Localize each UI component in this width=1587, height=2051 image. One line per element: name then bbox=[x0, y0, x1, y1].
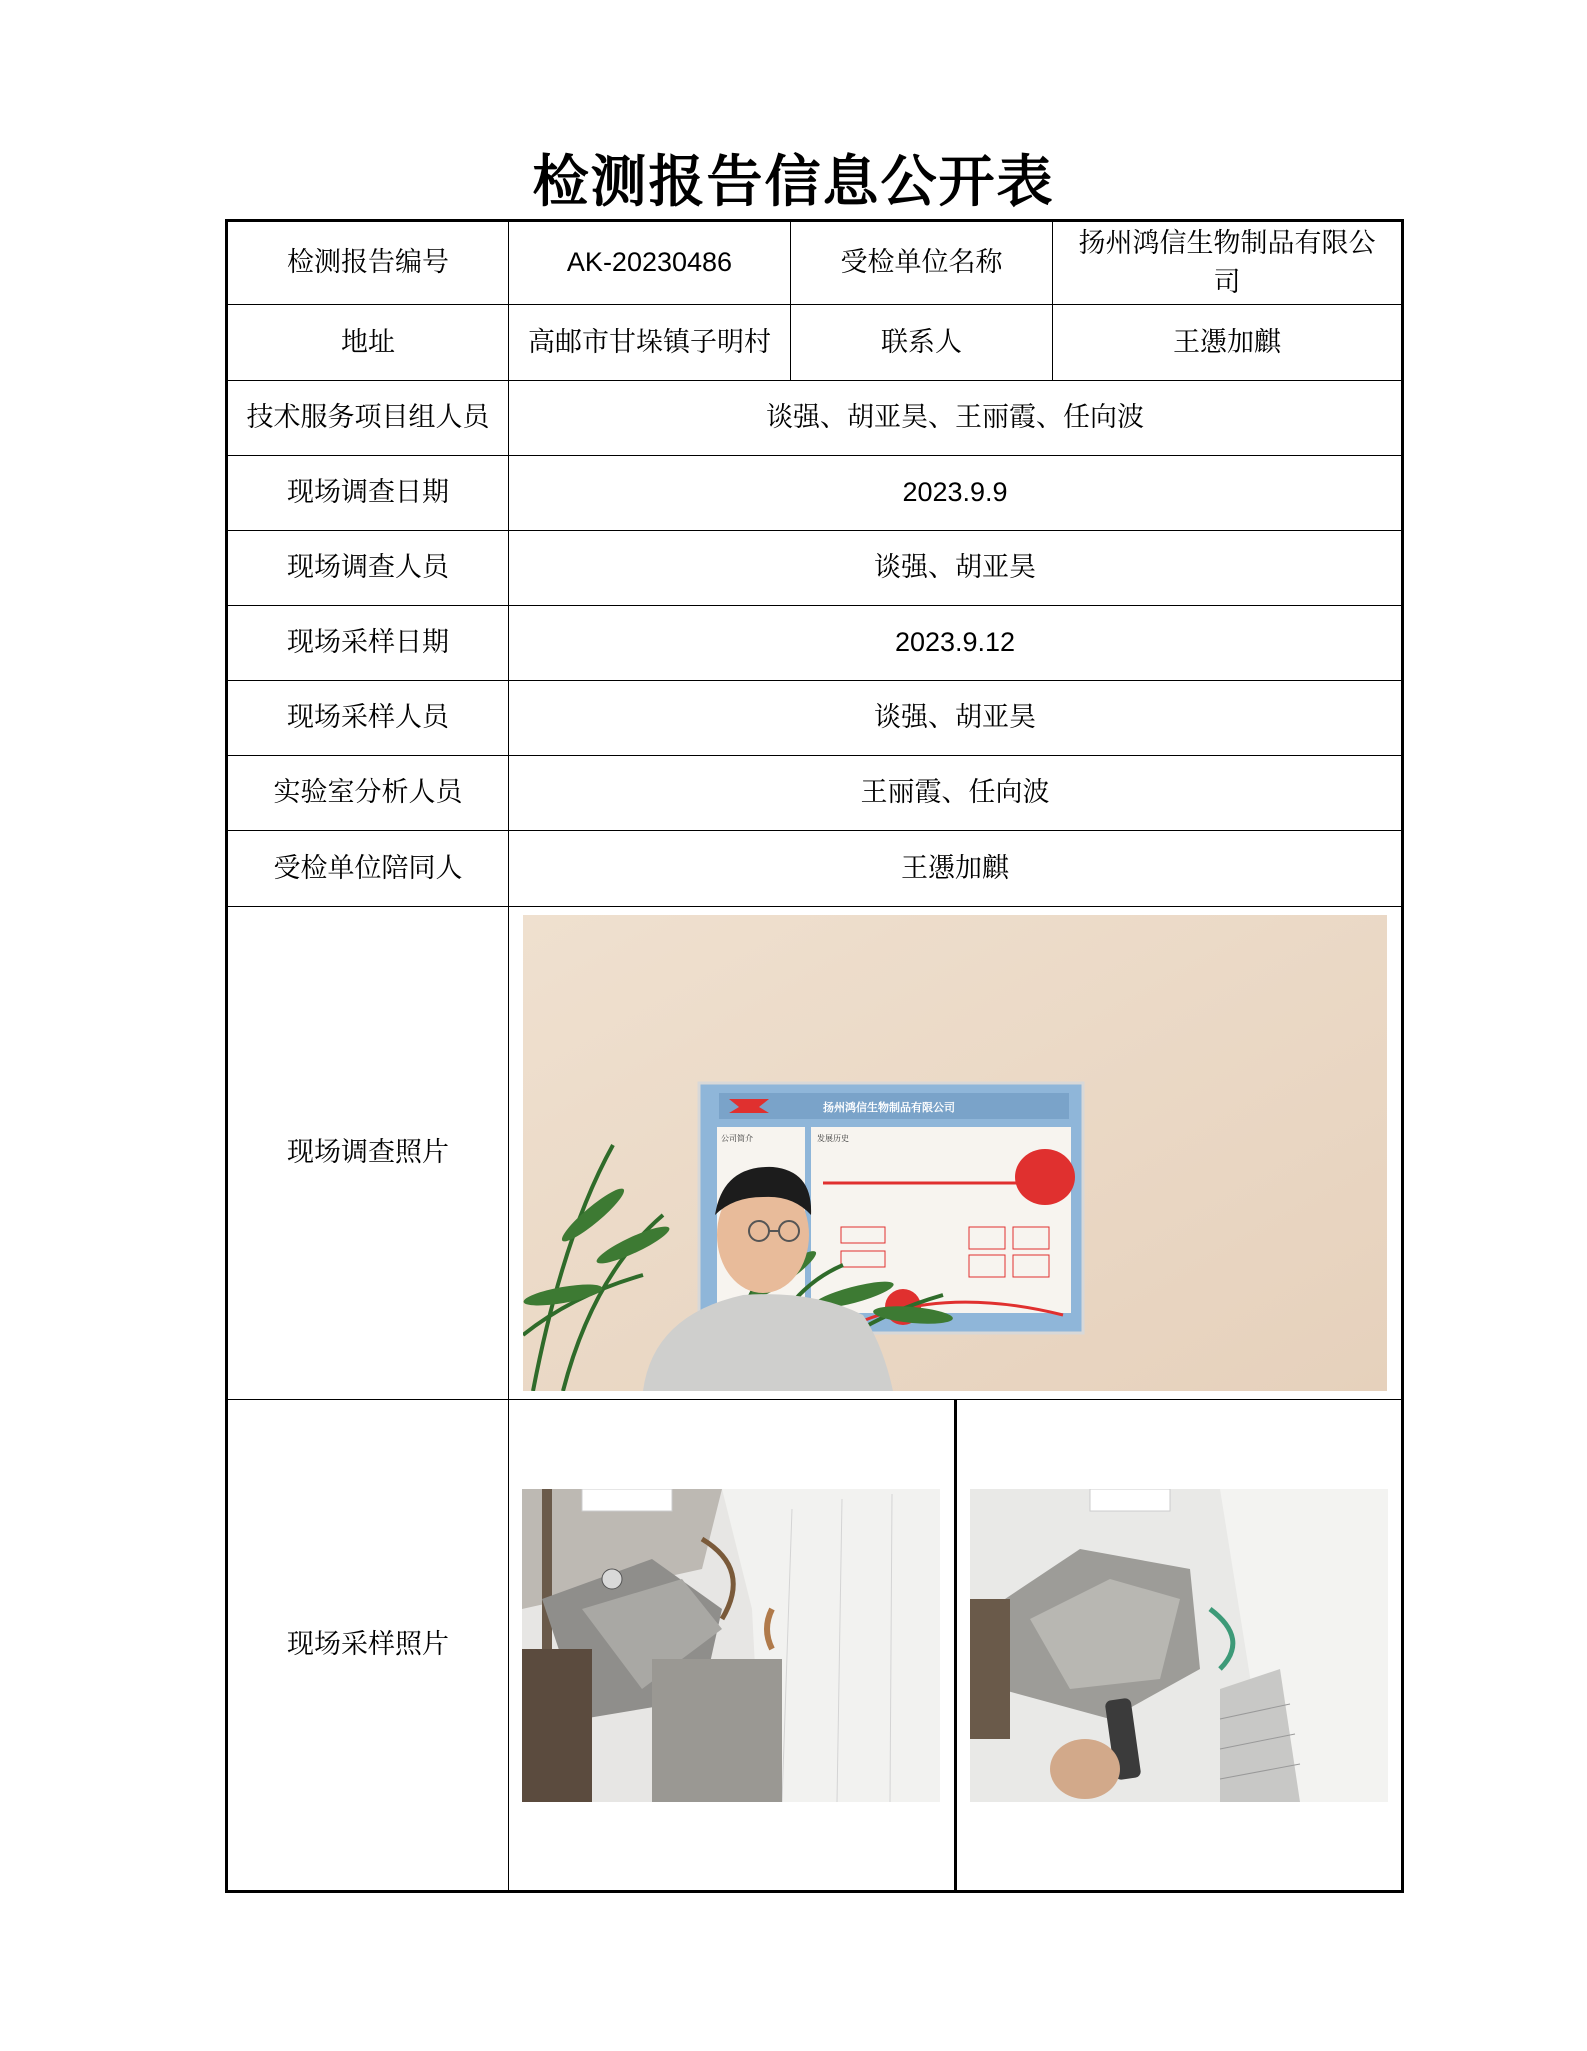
team-value: 谈强、胡亚昊、王丽霞、任向波 bbox=[509, 381, 1403, 456]
survey-photo-label: 现场调查照片 bbox=[227, 907, 509, 1400]
board-subheading-left: 公司简介 bbox=[721, 1134, 753, 1143]
table-row bbox=[227, 381, 1403, 456]
sampling-staff-value: 谈强、胡亚昊 bbox=[509, 681, 1403, 756]
page-title: 检测报告信息公开表 bbox=[532, 150, 1055, 215]
table-row bbox=[227, 606, 1403, 681]
sampling-date-label: 现场采样日期 bbox=[227, 606, 509, 681]
table-row bbox=[227, 681, 1403, 756]
table-row bbox=[227, 1400, 1403, 1892]
table-row bbox=[227, 456, 1403, 531]
lab-staff-label: 实验室分析人员 bbox=[227, 756, 509, 831]
sampling-photo-left bbox=[522, 1489, 940, 1802]
unit-name-label: 受检单位名称 bbox=[791, 221, 1053, 305]
report-no-label: 检测报告编号 bbox=[227, 221, 509, 305]
report-info-table bbox=[225, 219, 1404, 1893]
table-row bbox=[227, 756, 1403, 831]
table-row bbox=[227, 221, 1403, 305]
sampling-photo-cell bbox=[509, 1400, 1403, 1892]
board-heading: 扬州鸿信生物制品有限公司 bbox=[823, 1101, 955, 1114]
report-no-value: AK-20230486 bbox=[509, 221, 791, 305]
survey-staff-label: 现场调查人员 bbox=[227, 531, 509, 606]
sampling-date-value: 2023.9.12 bbox=[509, 606, 1403, 681]
sampling-photo-right-cell bbox=[954, 1400, 1402, 1890]
contact-label: 联系人 bbox=[791, 305, 1053, 381]
table-row bbox=[227, 907, 1403, 1400]
sampling-staff-label: 现场采样人员 bbox=[227, 681, 509, 756]
contact-value: 王慿加麒 bbox=[1053, 305, 1403, 381]
survey-photo-cell bbox=[509, 907, 1403, 1400]
sampling-photo-left-cell bbox=[509, 1400, 954, 1890]
sampling-photo-right bbox=[970, 1489, 1388, 1802]
escort-value: 王慿加麒 bbox=[509, 831, 1403, 907]
lab-staff-value: 王丽霞、任向波 bbox=[509, 756, 1403, 831]
table-row bbox=[227, 831, 1403, 907]
sampling-photo-label: 现场采样照片 bbox=[227, 1400, 509, 1892]
sampling-photo-pair bbox=[509, 1400, 1401, 1890]
address-label: 地址 bbox=[227, 305, 509, 381]
address-value: 高邮市甘垛镇子明村 bbox=[509, 305, 791, 381]
board-subheading-mid: 发展历史 bbox=[817, 1134, 849, 1143]
team-label: 技术服务项目组人员 bbox=[227, 381, 509, 456]
survey-date-value: 2023.9.9 bbox=[509, 456, 1403, 531]
survey-date-label: 现场调查日期 bbox=[227, 456, 509, 531]
table-row bbox=[227, 531, 1403, 606]
table-row bbox=[227, 305, 1403, 381]
escort-label: 受检单位陪同人 bbox=[227, 831, 509, 907]
survey-staff-value: 谈强、胡亚昊 bbox=[509, 531, 1403, 606]
survey-photo bbox=[523, 915, 1387, 1391]
unit-name-value: 扬州鸿信生物制品有限公司 bbox=[1053, 221, 1403, 305]
